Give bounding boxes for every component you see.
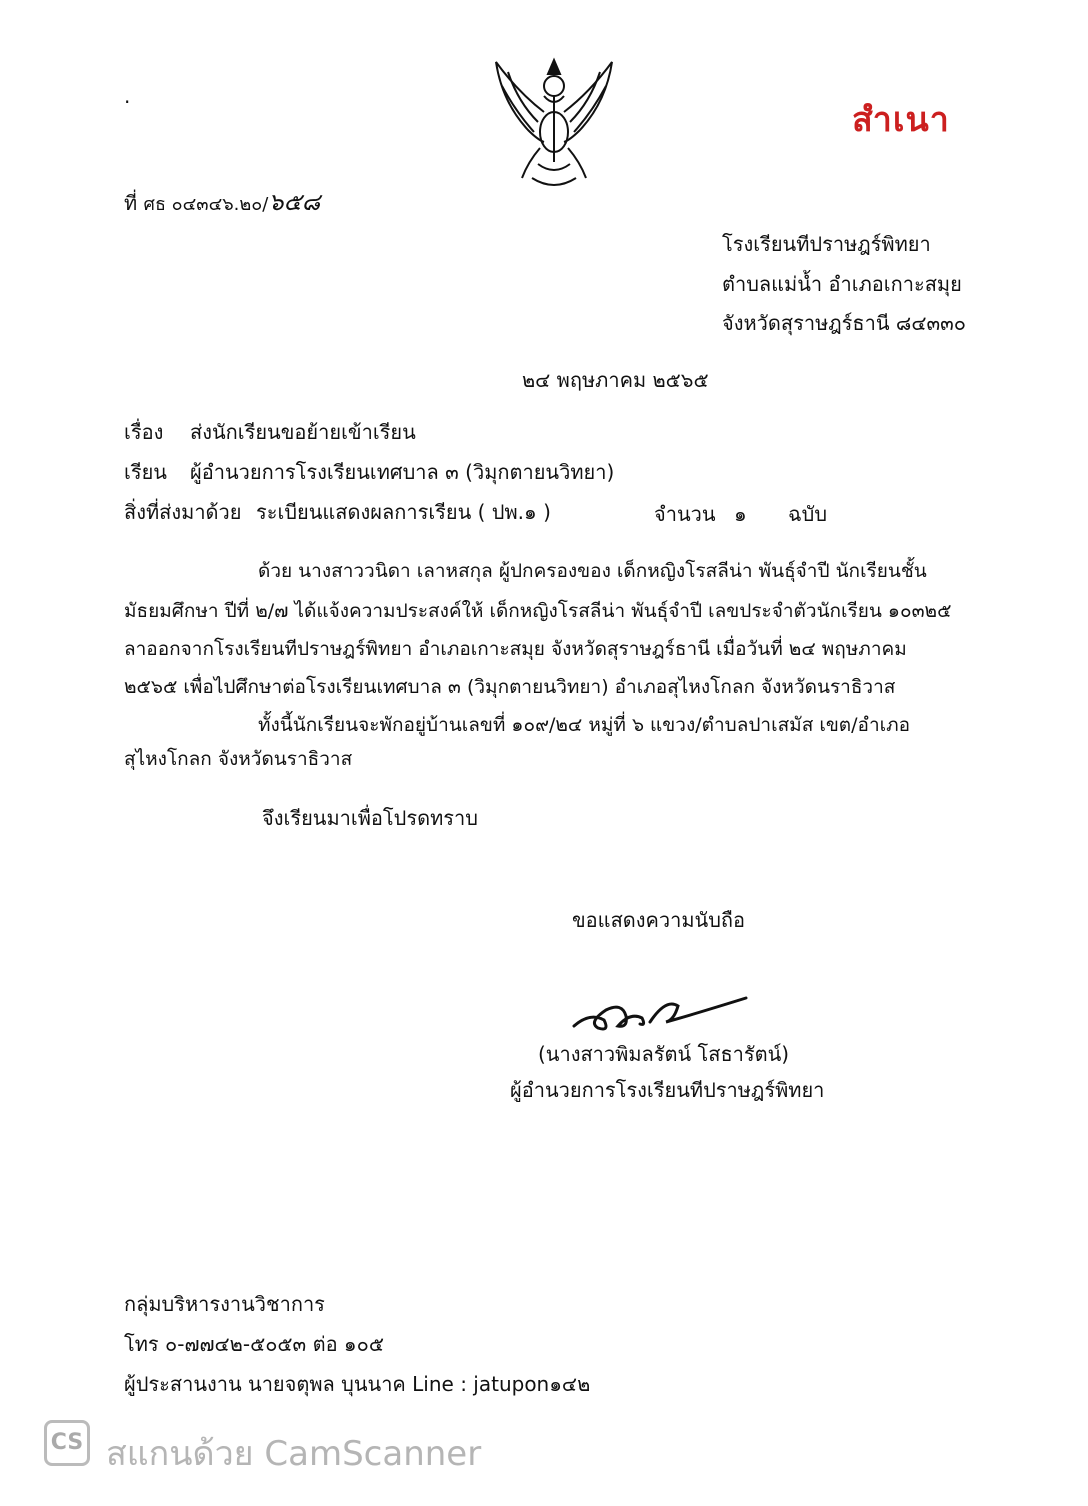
body-line: ด้วย นางสาววนิดา เลาหสกุล ผู้ปกครองของ เด็กหญิงโรสลีน่า พันธุ์จำปี นักเรียนชั้น (258, 560, 927, 582)
reference-number: ศธ ๐๔๓๔๖.๒๐/ (143, 194, 269, 215)
reference-label: ที่ (124, 191, 138, 215)
sender-province: จังหวัดสุราษฎร์ธานี ๘๔๓๓๐ (722, 311, 967, 335)
footer-coordinator: ผู้ประสานงาน นายจตุพล บุนนาค Line : jatupon๑๔๒ (124, 1372, 591, 1396)
footer-phone: โทร ๐-๗๗๔๒-๕๐๕๓ ต่อ ๑๐๕ (124, 1332, 384, 1356)
subject-label: เรื่อง (124, 420, 164, 444)
camscanner-logo-icon: CS (44, 1420, 90, 1466)
copy-stamp: สำเนา (852, 100, 950, 140)
body-line: มัธยมศึกษา ปีที่ ๒/๗ ได้แจ้งความประสงค์ให้ เด็กหญิงโรสลีน่า พันธุ์จำปี เลขประจำตัวนักเรียน ๑๐๓๒๕ (124, 600, 952, 622)
closing-line: จึงเรียนมาเพื่อโปรดทราบ (262, 806, 478, 830)
stray-dot: . (124, 84, 131, 108)
to-value: ผู้อำนวยการโรงเรียนเทศบาล ๓ (วิมุกตายนวิทยา) (190, 460, 615, 484)
complimentary-close: ขอแสดงความนับถือ (572, 908, 746, 932)
enclosure-unit: ฉบับ (788, 502, 828, 526)
signatory-position: ผู้อำนวยการโรงเรียนทีปราษฎร์พิทยา (510, 1078, 825, 1102)
body-line: ลาออกจากโรงเรียนทีปราษฎร์พิทยา อำเภอเกาะสมุย จังหวัดสุราษฎร์ธานี เมื่อวันที่ ๒๔ พฤษภาคม (124, 638, 907, 660)
signatory-name: (นางสาวพิมลรัตน์ โสธารัตน์) (538, 1042, 790, 1066)
garuda-emblem-icon (488, 52, 620, 192)
enclosure-value: ระเบียนแสดงผลการเรียน ( ปพ.๑ ) (256, 500, 551, 524)
body-line: ทั้งนี้นักเรียนจะพักอยู่บ้านเลขที่ ๑๐๙/๒๔ หมู่ที่ ๖ แขวง/ตำบลปาเสมัส เขต/อำเภอ (258, 714, 911, 736)
sender-subdistrict: ตำบลแม่น้ำ อำเภอเกาะสมุย (722, 272, 962, 296)
reference-line (124, 190, 320, 214)
enclosure-qty-label: จำนวน (654, 502, 716, 526)
signature-icon (570, 992, 760, 1040)
reference-handwritten: ๖๕๘ (268, 188, 321, 216)
subject-value: ส่งนักเรียนขอย้ายเข้าเรียน (190, 420, 416, 444)
enclosure-label: สิ่งที่ส่งมาด้วย (124, 500, 242, 524)
footer-department: กลุ่มบริหารงานวิชาการ (124, 1292, 325, 1316)
letter-date: ๒๔ พฤษภาคม ๒๕๖๕ (522, 368, 709, 392)
camscanner-watermark: สแกนด้วย CamScanner (106, 1434, 482, 1474)
sender-school: โรงเรียนทีปราษฎร์พิทยา (722, 232, 931, 256)
to-label: เรียน (124, 460, 167, 484)
body-line: ๒๕๖๕ เพื่อไปศึกษาต่อโรงเรียนเทศบาล ๓ (วิมุกตายนวิทยา) อำเภอสุไหงโกลก จังหวัดนราธิวาส (124, 676, 896, 698)
body-line: สุไหงโกลก จังหวัดนราธิวาส (124, 748, 353, 770)
enclosure-qty: ๑ (734, 502, 747, 526)
